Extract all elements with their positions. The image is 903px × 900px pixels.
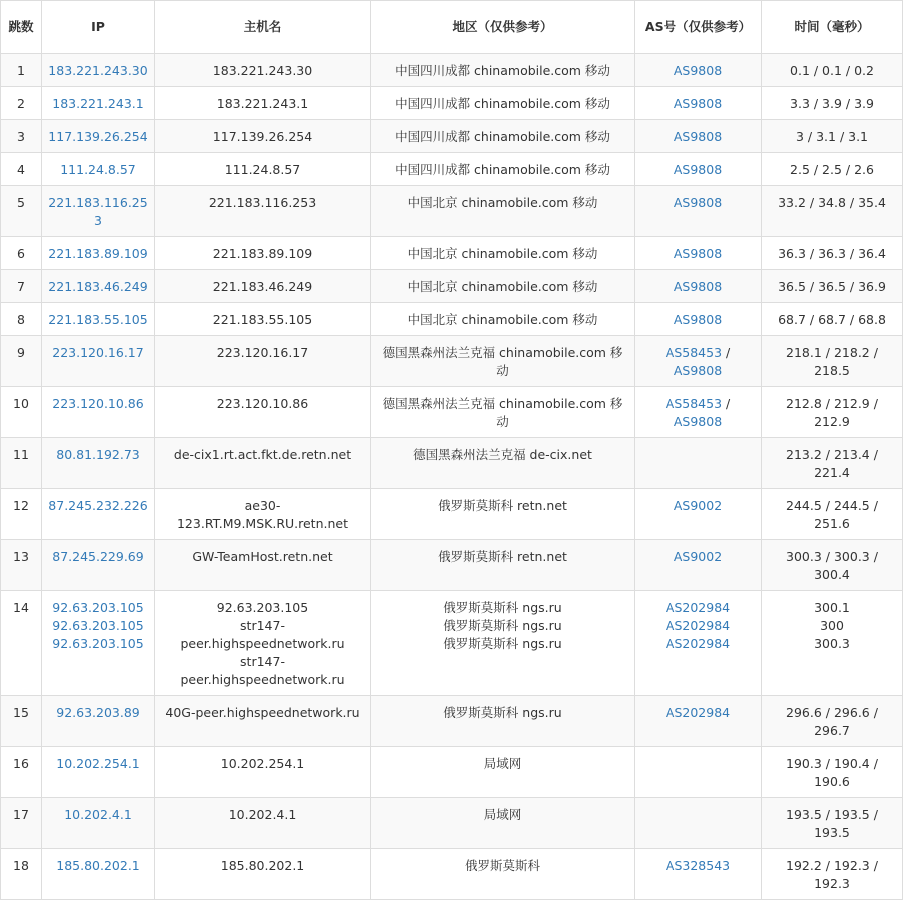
- time-text: 68.7 / 68.7 / 68.8: [778, 312, 886, 327]
- hop-cell: [1, 336, 42, 387]
- hostname-text: 223.120.10.86: [216, 396, 309, 411]
- hop-cell: [1, 540, 42, 591]
- table-body: [1, 54, 903, 900]
- ip-cell: [42, 387, 155, 438]
- region-text: 德国黑森州法兰克福 de-cix.net: [413, 447, 592, 462]
- as-link[interactable]: AS9002: [673, 549, 723, 564]
- header-region: 地区（仅供参考）: [371, 1, 635, 54]
- region-cell: [371, 489, 635, 540]
- as-link[interactable]: AS9002: [673, 498, 723, 513]
- ip-cell: [42, 87, 155, 120]
- table-row: [1, 54, 903, 87]
- header-time: 时间（毫秒）: [762, 1, 903, 54]
- table-row: [1, 849, 903, 900]
- hop-number: 11: [13, 447, 29, 462]
- ip-link[interactable]: 185.80.202.1: [56, 858, 140, 873]
- time-cell: [762, 303, 903, 336]
- ip-cell: [42, 153, 155, 186]
- region-text: 中国北京 chinamobile.com 移动: [407, 195, 598, 210]
- header-row: [1, 1, 903, 54]
- hostname-text: 111.24.8.57: [224, 162, 301, 177]
- as-link[interactable]: AS9808: [673, 129, 723, 144]
- hostname-cell: [155, 303, 371, 336]
- time-text: 300.1: [814, 600, 850, 615]
- time-cell: [762, 237, 903, 270]
- time-text: 33.2 / 34.8 / 35.4: [778, 195, 886, 210]
- as-link[interactable]: AS202984: [665, 705, 731, 720]
- time-cell: [762, 438, 903, 489]
- ip-cell: [42, 798, 155, 849]
- time-text: 2.5 / 2.5 / 2.6: [790, 162, 874, 177]
- ip-link[interactable]: 92.63.203.105: [52, 600, 144, 615]
- region-text: 俄罗斯莫斯科 ngs.ru: [443, 600, 562, 615]
- as-cell: [635, 489, 762, 540]
- hostname-text: str147-peer.highspeednetwork.ru: [180, 654, 345, 687]
- hop-cell: [1, 387, 42, 438]
- as-cell: [635, 186, 762, 237]
- hop-number: 8: [17, 312, 25, 327]
- as-cell: [635, 54, 762, 87]
- ip-link[interactable]: 221.183.89.109: [48, 246, 148, 261]
- time-text: 3.3 / 3.9 / 3.9: [790, 96, 874, 111]
- hop-number: 5: [17, 195, 25, 210]
- region-cell: [371, 87, 635, 120]
- time-text: 213.2 / 213.4 / 221.4: [786, 447, 878, 480]
- hostname-text: 221.183.116.253: [208, 195, 317, 210]
- as-cell: [635, 153, 762, 186]
- header-ip: IP: [42, 1, 155, 54]
- hop-number: 15: [13, 705, 29, 720]
- region-text: 德国黑森州法兰克福 chinamobile.com 移动: [382, 396, 623, 429]
- time-cell: [762, 489, 903, 540]
- region-text: 中国北京 chinamobile.com 移动: [407, 246, 598, 261]
- hop-number: 18: [13, 858, 29, 873]
- table-row: [1, 798, 903, 849]
- hostname-text: de-cix1.rt.act.fkt.de.retn.net: [173, 447, 352, 462]
- time-text: 296.6 / 296.6 / 296.7: [786, 705, 878, 738]
- as-cell: [635, 336, 762, 387]
- region-text: 俄罗斯莫斯科 retn.net: [438, 498, 567, 513]
- as-separator: /: [722, 345, 731, 360]
- hop-number: 10: [13, 396, 29, 411]
- table-row: [1, 747, 903, 798]
- ip-link[interactable]: 111.24.8.57: [60, 162, 136, 177]
- as-cell: [635, 270, 762, 303]
- time-text: 36.3 / 36.3 / 36.4: [778, 246, 886, 261]
- header-hostname: 主机名: [155, 1, 371, 54]
- region-text: 中国四川成都 chinamobile.com 移动: [395, 129, 610, 144]
- hostname-cell: [155, 798, 371, 849]
- as-link[interactable]: AS9808: [673, 195, 723, 210]
- ip-cell: [42, 336, 155, 387]
- time-text: 300.3 / 300.3 / 300.4: [786, 549, 878, 582]
- time-text: 300: [820, 618, 844, 633]
- ip-cell: [42, 849, 155, 900]
- hostname-cell: [155, 237, 371, 270]
- hostname-cell: [155, 696, 371, 747]
- time-cell: [762, 270, 903, 303]
- hop-cell: [1, 270, 42, 303]
- time-cell: [762, 336, 903, 387]
- table-row: [1, 153, 903, 186]
- region-cell: [371, 387, 635, 438]
- as-cell: [635, 120, 762, 153]
- region-text: 俄罗斯莫斯科 retn.net: [438, 549, 567, 564]
- hostname-text: 221.183.89.109: [212, 246, 313, 261]
- hostname-cell: [155, 120, 371, 153]
- hop-cell: [1, 696, 42, 747]
- time-cell: [762, 849, 903, 900]
- table-row: [1, 120, 903, 153]
- time-cell: [762, 747, 903, 798]
- hop-number: 16: [13, 756, 29, 771]
- hop-number: 12: [13, 498, 29, 513]
- ip-cell: [42, 747, 155, 798]
- as-link[interactable]: AS328543: [665, 858, 731, 873]
- region-cell: [371, 696, 635, 747]
- time-text: 192.2 / 192.3 / 192.3: [786, 858, 878, 891]
- hop-number: 13: [13, 549, 29, 564]
- table-row: [1, 591, 903, 696]
- ip-cell: [42, 237, 155, 270]
- time-cell: [762, 153, 903, 186]
- region-text: 局域网: [483, 807, 522, 822]
- hostname-cell: [155, 336, 371, 387]
- time-cell: [762, 540, 903, 591]
- ip-link[interactable]: 10.202.4.1: [64, 807, 132, 822]
- ip-cell: [42, 186, 155, 237]
- hop-cell: [1, 87, 42, 120]
- region-text: 局域网: [483, 756, 522, 771]
- hostname-text: 117.139.26.254: [212, 129, 313, 144]
- ip-link[interactable]: 221.183.55.105: [48, 312, 148, 327]
- time-cell: [762, 696, 903, 747]
- table-row: [1, 696, 903, 747]
- hostname-cell: [155, 849, 371, 900]
- as-link[interactable]: AS202984: [665, 600, 731, 615]
- region-text: 德国黑森州法兰克福 chinamobile.com 移动: [382, 345, 623, 378]
- hostname-text: 92.63.203.105: [216, 600, 309, 615]
- table-row: [1, 336, 903, 387]
- region-cell: [371, 336, 635, 387]
- as-cell: [635, 696, 762, 747]
- hostname-text: 183.221.243.30: [212, 63, 313, 78]
- as-separator: /: [722, 396, 731, 411]
- time-cell: [762, 798, 903, 849]
- as-cell: [635, 387, 762, 438]
- region-cell: [371, 849, 635, 900]
- table-row: [1, 270, 903, 303]
- region-cell: [371, 303, 635, 336]
- as-cell: [635, 540, 762, 591]
- ip-cell: [42, 120, 155, 153]
- region-text: 俄罗斯莫斯科: [464, 858, 540, 873]
- as-link[interactable]: AS9808: [673, 312, 723, 327]
- hop-number: 4: [17, 162, 25, 177]
- table-row: [1, 540, 903, 591]
- header-as-number: AS号（仅供参考）: [635, 1, 762, 54]
- as-link[interactable]: AS9808: [673, 246, 723, 261]
- time-text: 190.3 / 190.4 / 190.6: [786, 756, 878, 789]
- hop-number: 3: [17, 129, 25, 144]
- ip-cell: [42, 54, 155, 87]
- hop-cell: [1, 303, 42, 336]
- hop-number: 6: [17, 246, 25, 261]
- hop-number: 1: [17, 63, 25, 78]
- table-row: [1, 438, 903, 489]
- ip-cell: [42, 489, 155, 540]
- table-row: [1, 387, 903, 438]
- as-link[interactable]: AS9808: [673, 279, 723, 294]
- hop-cell: [1, 438, 42, 489]
- ip-link[interactable]: 87.245.229.69: [52, 549, 144, 564]
- time-text: 212.8 / 212.9 / 212.9: [786, 396, 878, 429]
- ip-cell: [42, 591, 155, 696]
- hostname-text: 40G-peer.highspeednetwork.ru: [165, 705, 360, 720]
- ip-link[interactable]: 221.183.116.253: [48, 195, 148, 228]
- as-cell: [635, 438, 762, 489]
- table-header: [1, 1, 903, 54]
- hop-cell: [1, 153, 42, 186]
- time-cell: [762, 120, 903, 153]
- hostname-cell: [155, 747, 371, 798]
- region-cell: [371, 186, 635, 237]
- ip-link[interactable]: 223.120.16.17: [52, 345, 144, 360]
- hop-cell: [1, 747, 42, 798]
- hop-cell: [1, 237, 42, 270]
- as-link[interactable]: AS9808: [673, 162, 723, 177]
- ip-link[interactable]: 92.63.203.105: [52, 618, 144, 633]
- time-cell: [762, 387, 903, 438]
- time-text: 36.5 / 36.5 / 36.9: [778, 279, 886, 294]
- ip-cell: [42, 540, 155, 591]
- as-cell: [635, 591, 762, 696]
- as-link[interactable]: AS9808: [673, 414, 723, 429]
- hostname-text: 221.183.46.249: [212, 279, 313, 294]
- hostname-text: 10.202.4.1: [228, 807, 297, 822]
- hostname-text: 221.183.55.105: [212, 312, 313, 327]
- table-row: [1, 87, 903, 120]
- as-link[interactable]: AS202984: [665, 636, 731, 651]
- hop-cell: [1, 798, 42, 849]
- ip-link[interactable]: 221.183.46.249: [48, 279, 148, 294]
- hop-number: 14: [13, 600, 29, 615]
- time-text: 0.1 / 0.1 / 0.2: [790, 63, 874, 78]
- hop-cell: [1, 54, 42, 87]
- hop-number: 7: [17, 279, 25, 294]
- hop-cell: [1, 186, 42, 237]
- region-text: 中国四川成都 chinamobile.com 移动: [395, 162, 610, 177]
- time-cell: [762, 186, 903, 237]
- hostname-text: ae30-123.RT.M9.MSK.RU.retn.net: [176, 498, 348, 531]
- region-cell: [371, 54, 635, 87]
- as-link[interactable]: AS58453: [665, 396, 723, 411]
- region-cell: [371, 120, 635, 153]
- as-link[interactable]: AS9808: [673, 63, 723, 78]
- table-row: [1, 186, 903, 237]
- as-link[interactable]: AS58453: [665, 345, 723, 360]
- hop-number: 17: [13, 807, 29, 822]
- region-text: 俄罗斯莫斯科 ngs.ru: [443, 705, 562, 720]
- ip-link[interactable]: 92.63.203.105: [52, 636, 144, 651]
- ip-link[interactable]: 183.221.243.1: [52, 96, 144, 111]
- time-text: 193.5 / 193.5 / 193.5: [786, 807, 878, 840]
- region-text: 中国四川成都 chinamobile.com 移动: [395, 96, 610, 111]
- region-cell: [371, 153, 635, 186]
- hop-number: 2: [17, 96, 25, 111]
- hostname-text: 183.221.243.1: [216, 96, 309, 111]
- hostname-text: 10.202.254.1: [220, 756, 305, 771]
- ip-link[interactable]: 117.139.26.254: [48, 129, 148, 144]
- ip-link[interactable]: 10.202.254.1: [56, 756, 140, 771]
- hostname-cell: [155, 489, 371, 540]
- time-text: 244.5 / 244.5 / 251.6: [786, 498, 878, 531]
- hostname-cell: [155, 153, 371, 186]
- table-row: [1, 303, 903, 336]
- region-cell: [371, 798, 635, 849]
- hostname-cell: [155, 387, 371, 438]
- as-cell: [635, 747, 762, 798]
- hostname-cell: [155, 270, 371, 303]
- ip-link[interactable]: 183.221.243.30: [48, 63, 148, 78]
- region-cell: [371, 237, 635, 270]
- hop-number: 9: [17, 345, 25, 360]
- region-text: 中国北京 chinamobile.com 移动: [407, 279, 598, 294]
- as-cell: [635, 87, 762, 120]
- hostname-text: str147-peer.highspeednetwork.ru: [180, 618, 345, 651]
- region-text: 中国北京 chinamobile.com 移动: [407, 312, 598, 327]
- as-link[interactable]: AS202984: [665, 618, 731, 633]
- region-cell: [371, 747, 635, 798]
- hop-cell: [1, 489, 42, 540]
- region-text: 俄罗斯莫斯科 ngs.ru: [443, 618, 562, 633]
- region-cell: [371, 540, 635, 591]
- time-text: 218.1 / 218.2 / 218.5: [786, 345, 878, 378]
- ip-cell: [42, 303, 155, 336]
- time-text: 300.3: [814, 636, 850, 651]
- time-cell: [762, 54, 903, 87]
- region-text: 俄罗斯莫斯科 ngs.ru: [443, 636, 562, 651]
- header-hop: 跳数: [1, 1, 42, 54]
- as-cell: [635, 303, 762, 336]
- time-text: 3 / 3.1 / 3.1: [795, 129, 869, 144]
- region-text: 中国四川成都 chinamobile.com 移动: [395, 63, 610, 78]
- hostname-text: 223.120.16.17: [216, 345, 309, 360]
- table-row: [1, 489, 903, 540]
- hostname-text: GW-TeamHost.retn.net: [192, 549, 333, 564]
- ip-link[interactable]: 80.81.192.73: [56, 447, 140, 462]
- hostname-cell: [155, 87, 371, 120]
- table-row: [1, 237, 903, 270]
- time-cell: [762, 591, 903, 696]
- hop-cell: [1, 591, 42, 696]
- as-cell: [635, 849, 762, 900]
- ip-cell: [42, 270, 155, 303]
- as-link[interactable]: AS9808: [673, 96, 723, 111]
- hop-cell: [1, 849, 42, 900]
- ip-cell: [42, 696, 155, 747]
- as-cell: [635, 798, 762, 849]
- ip-link[interactable]: 92.63.203.89: [56, 705, 140, 720]
- ip-link[interactable]: 223.120.10.86: [52, 396, 144, 411]
- hop-cell: [1, 120, 42, 153]
- ip-cell: [42, 438, 155, 489]
- hostname-cell: [155, 591, 371, 696]
- hostname-cell: [155, 540, 371, 591]
- region-cell: [371, 438, 635, 489]
- region-cell: [371, 270, 635, 303]
- as-link[interactable]: AS9808: [673, 363, 723, 378]
- as-cell: [635, 237, 762, 270]
- ip-link[interactable]: 87.245.232.226: [48, 498, 148, 513]
- region-cell: [371, 591, 635, 696]
- hostname-cell: [155, 186, 371, 237]
- hostname-cell: [155, 54, 371, 87]
- time-cell: [762, 87, 903, 120]
- hostname-text: 185.80.202.1: [220, 858, 305, 873]
- hostname-cell: [155, 438, 371, 489]
